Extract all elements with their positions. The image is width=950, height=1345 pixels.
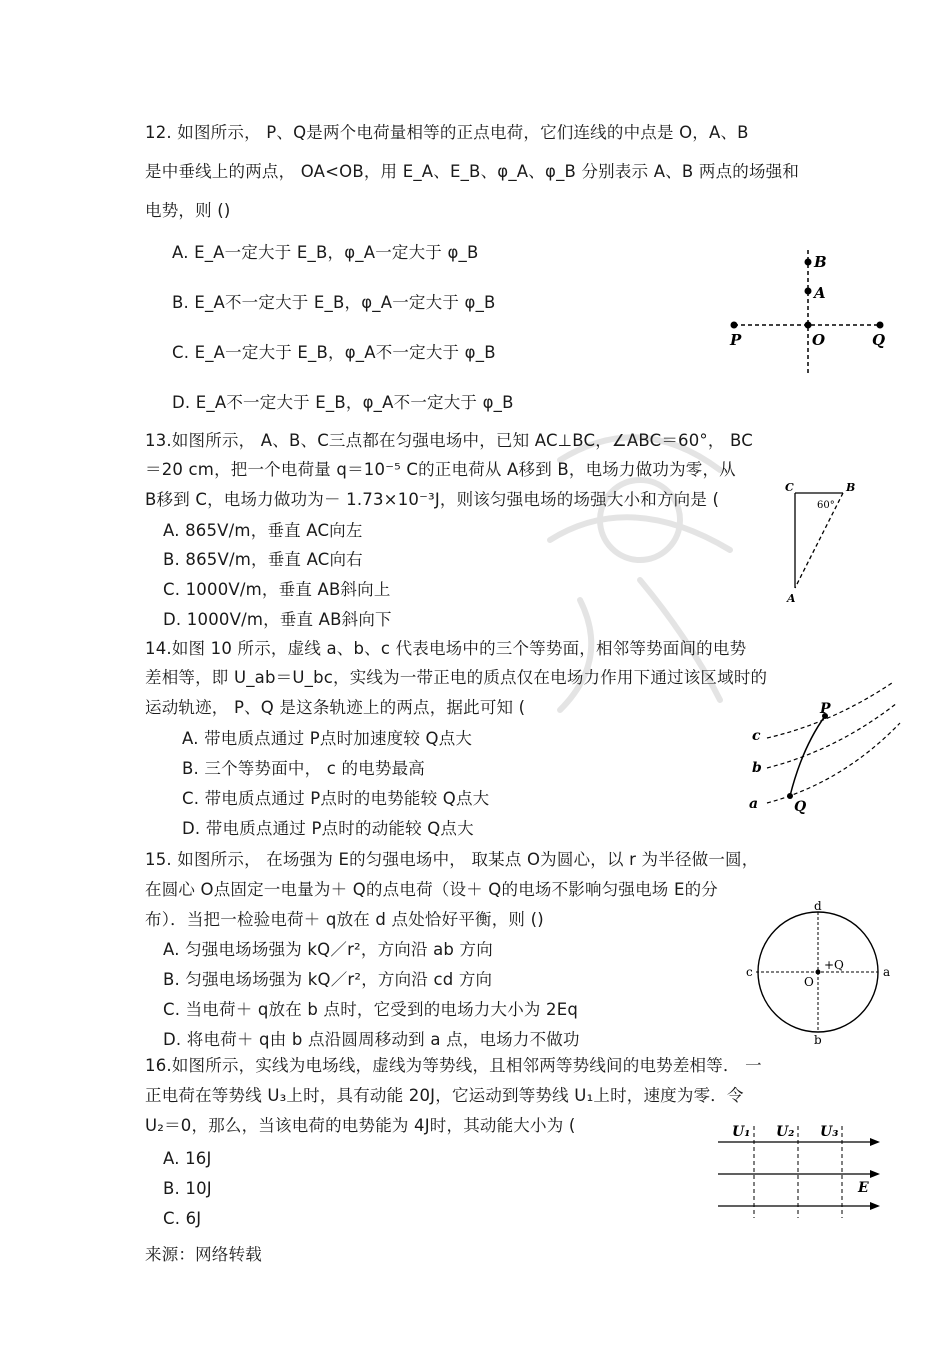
q12-label-b: B bbox=[814, 253, 827, 271]
q16-label-u1: U₁ bbox=[732, 1124, 751, 1140]
q12-label-q: Q bbox=[872, 331, 886, 349]
q13-line-3: B移到 C，电场力做功为－ 1.73×10⁻³J，则该匀强电场的场强大小和方向是 ( bbox=[145, 490, 720, 509]
q13-line-2: ＝20 cm，把一个电荷量 q＝10⁻⁵ C的正电荷从 A移到 B，电场力做功为零，从 bbox=[145, 460, 736, 479]
q15-label-c: c bbox=[746, 965, 753, 979]
q12-line-2: 是中垂线上的两点， OA<OB，用 E_A、E_B、φ_A、φ_B 分别表示 A、B 两点的场强和 bbox=[145, 162, 800, 181]
q14-option-d: D. 带电质点通过 P点时的动能较 Q点大 bbox=[182, 819, 474, 838]
q12-line-3: 电势，则 () bbox=[145, 201, 231, 220]
q13-option-d: D. 1000V/m，垂直 AB斜向下 bbox=[163, 610, 392, 629]
source-note: 来源：网络转载 bbox=[145, 1245, 262, 1264]
q12-option-c: C. E_A一定大于 E_B，φ_A不一定大于 φ_B bbox=[172, 343, 496, 362]
q14-label-b: b bbox=[752, 760, 762, 776]
q12-label-p: P bbox=[730, 331, 742, 349]
q14-line-1: 14.如图 10 所示，虚线 a、b、c 代表电场中的三个等势面，相邻等势面间的电势 bbox=[145, 639, 747, 658]
q13-label-b: B bbox=[846, 481, 856, 494]
q15-line-2: 在圆心 O点固定一电量为＋ Q的点电荷（设＋ Q的电场不影响匀强电场 E的分 bbox=[145, 880, 718, 899]
q12-label-a: A bbox=[814, 284, 826, 302]
q14-label-q: Q bbox=[794, 799, 807, 815]
q15-line-3: 布）．当把一检验电荷＋ q放在 d 点处恰好平衡，则 () bbox=[145, 910, 544, 929]
q14-line-2: 差相等，即 U_ab＝U_bc，实线为一带正电的质点仅在电场力作用下通过该区域时的 bbox=[145, 668, 768, 687]
q14-label-a: a bbox=[749, 796, 759, 812]
q16-option-c: C. 6J bbox=[163, 1209, 202, 1228]
q15-label-o: O bbox=[804, 975, 814, 989]
q16-option-a: A. 16J bbox=[163, 1149, 212, 1168]
q14-label-p: P bbox=[820, 701, 831, 717]
q15-option-d: D. 将电荷＋ q由 b 点沿圆周移动到 a 点，电场力不做功 bbox=[163, 1030, 580, 1049]
q15-option-a: A. 匀强电场场强为 kQ／r²，方向沿 ab 方向 bbox=[163, 940, 493, 959]
q12-option-a: A. E_A一定大于 E_B，φ_A一定大于 φ_B bbox=[172, 243, 479, 262]
q16-label-u2: U₂ bbox=[776, 1124, 795, 1140]
q15-label-plus-q: +Q bbox=[824, 958, 844, 972]
q15-line-1: 15. 如图所示， 在场强为 E的匀强电场中， 取某点 O为圆心，以 r 为半径做一圆， bbox=[145, 850, 759, 869]
q16-option-b: B. 10J bbox=[163, 1179, 212, 1198]
q14-option-c: C. 带电质点通过 P点时的电势能较 Q点大 bbox=[182, 789, 490, 808]
q15-option-c: C. 当电荷＋ q放在 b 点时，它受到的电场力大小为 2Eq bbox=[163, 1000, 579, 1019]
q14-option-b: B. 三个等势面中， c 的电势最高 bbox=[182, 759, 425, 778]
q13-option-c: C. 1000V/m，垂直 AB斜向上 bbox=[163, 580, 391, 599]
q12-line-1: 12. 如图所示， P、Q是两个电荷量相等的正点电荷，它们连线的中点是 O，A、B bbox=[145, 123, 749, 142]
q15-label-b: b bbox=[814, 1033, 822, 1047]
q13-label-c: C bbox=[785, 481, 794, 494]
q12-figure bbox=[720, 245, 900, 380]
q13-option-a: A. 865V/m，垂直 AC向左 bbox=[163, 521, 363, 540]
q16-label-e: E bbox=[858, 1180, 869, 1196]
q12-option-d: D. E_A不一定大于 E_B，φ_A不一定大于 φ_B bbox=[172, 393, 514, 412]
q16-line-2: 正电荷在等势线 U₃上时，具有动能 20J，它运动到等势线 U₁上时，速度为零．令 bbox=[145, 1086, 744, 1105]
q16-line-3: U₂＝0，那么，当该电荷的电势能为 4J时，其动能大小为 ( bbox=[145, 1116, 576, 1135]
q13-figure bbox=[780, 478, 860, 606]
q13-option-b: B. 865V/m，垂直 AC向右 bbox=[163, 550, 363, 569]
q14-line-3: 运动轨迹， P、Q 是这条轨迹上的两点，据此可知 ( bbox=[145, 698, 526, 717]
q15-label-d: d bbox=[814, 899, 822, 913]
q12-option-b: B. E_A不一定大于 E_B，φ_A一定大于 φ_B bbox=[172, 293, 496, 312]
q16-label-u3: U₃ bbox=[820, 1124, 839, 1140]
q14-label-c: c bbox=[752, 728, 761, 744]
q15-option-b: B. 匀强电场场强为 kQ／r²，方向沿 cd 方向 bbox=[163, 970, 493, 989]
q15-label-a: a bbox=[883, 965, 891, 979]
q14-option-a: A. 带电质点通过 P点时加速度较 Q点大 bbox=[182, 729, 473, 748]
q15-figure bbox=[740, 898, 900, 1048]
q14-figure bbox=[742, 678, 902, 818]
q13-label-a: A bbox=[787, 592, 796, 605]
q16-line-1: 16.如图所示，实线为电场线，虚线为等势线，且相邻两等势线间的电势差相等． 一 bbox=[145, 1056, 762, 1075]
q16-figure bbox=[712, 1118, 887, 1223]
q13-line-1: 13.如图所示， A、B、C三点都在匀强电场中，已知 AC⊥BC，∠ABC＝60°， BC bbox=[145, 431, 753, 450]
q13-label-angle: 60° bbox=[817, 500, 835, 511]
q12-label-o: O bbox=[812, 331, 826, 349]
